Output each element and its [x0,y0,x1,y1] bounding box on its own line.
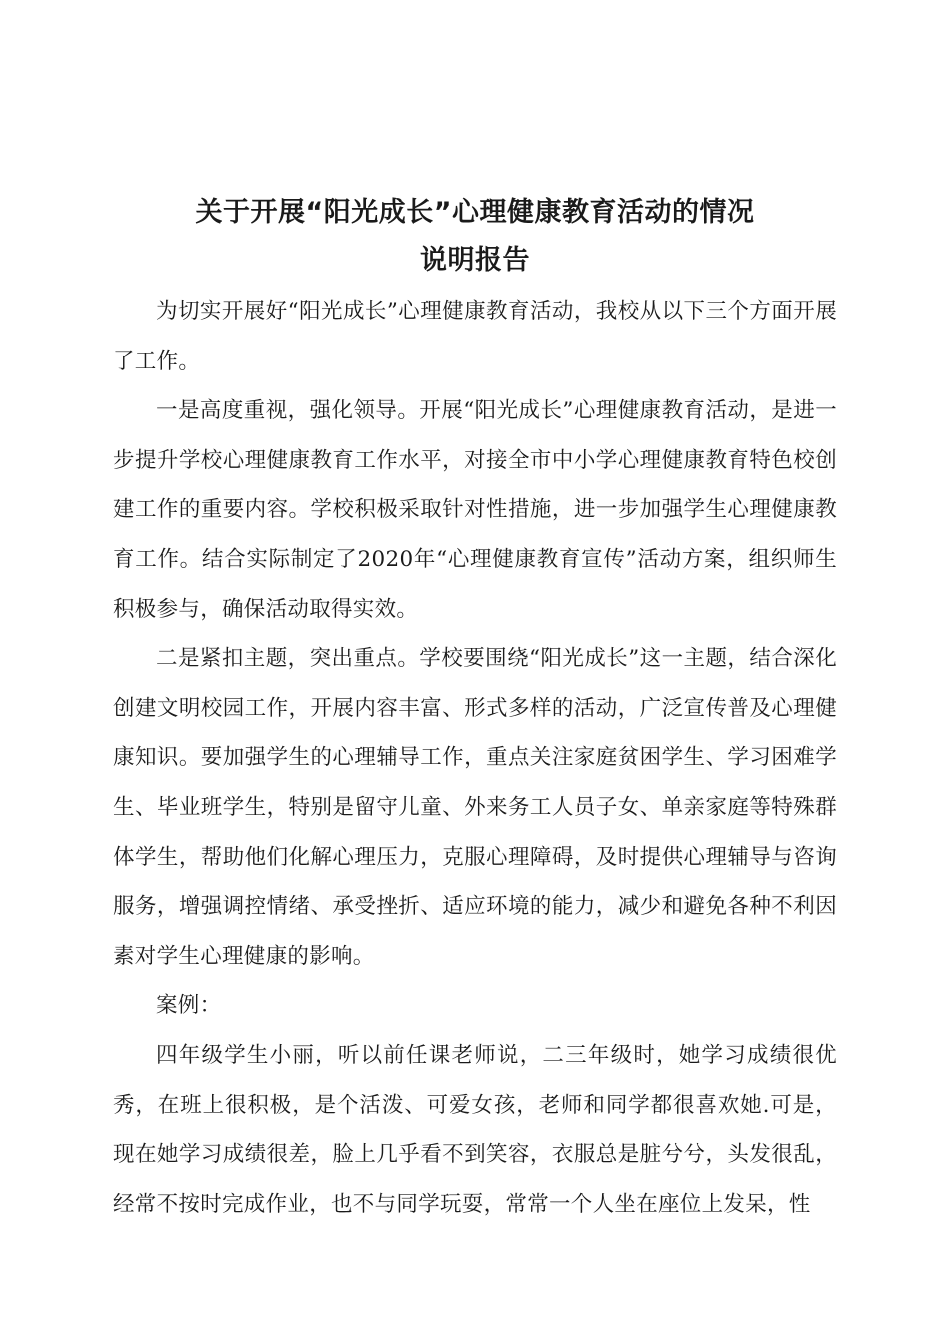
intro-paragraph: 为切实开展好“阳光成长”心理健康教育活动，我校从以下三个方面开展了工作。 [113,299,837,374]
document-title-line-2: 说明报告 [420,245,530,276]
case-heading: 案例： [156,993,222,1019]
point-one-paragraph: 一是高度重视，强化领导。开展“阳光成长”心理健康教育活动，是进一步提升学校心理健康教育工作水平，对接全市中小学心理健康教育特色校创建工作的重要内容。学校积极采取针对性措施，进一步加强学生心理健康教育工作。结合实际制定了2020年“心理健康教育宣传”活动方案，组织师生积极参与，确保活动取得实效。 [113,398,837,622]
document-body [113,287,837,1229]
case-paragraph: 四年级学生小丽，听以前任课老师说，二三年级时，她学习成绩很优秀，在班上很积极，是个活泼、可爱女孩，老师和同学都很喜欢她.可是，现在她学习成绩很差，脸上几乎看不到笑容，衣服总是脏兮兮，头发很乱，经常不按时完成作业，也不与同学玩耍，常常一个人坐在座位上发呆，性 [113,1042,837,1217]
point-two-paragraph: 二是紧扣主题，突出重点。学校要围绕“阳光成长”这一主题，结合深化创建文明校园工作，开展内容丰富、形式多样的活动，广泛宣传普及心理健康知识。要加强学生的心理辅导工作，重点关注家庭贫困学生、学习困难学生、毕业班学生，特别是留守儿童、外来务工人员子女、单亲家庭等特殊群体学生，帮助他们化解心理压力，克服心理障碍，及时提供心理辅导与咨询服务，增强调控情绪、承受挫折、适应环境的能力，减少和避免各种不利因素对学生心理健康的影响。 [113,646,837,969]
document-title-line-1: 关于开展“阳光成长”心理健康教育活动的情况 [195,197,755,228]
